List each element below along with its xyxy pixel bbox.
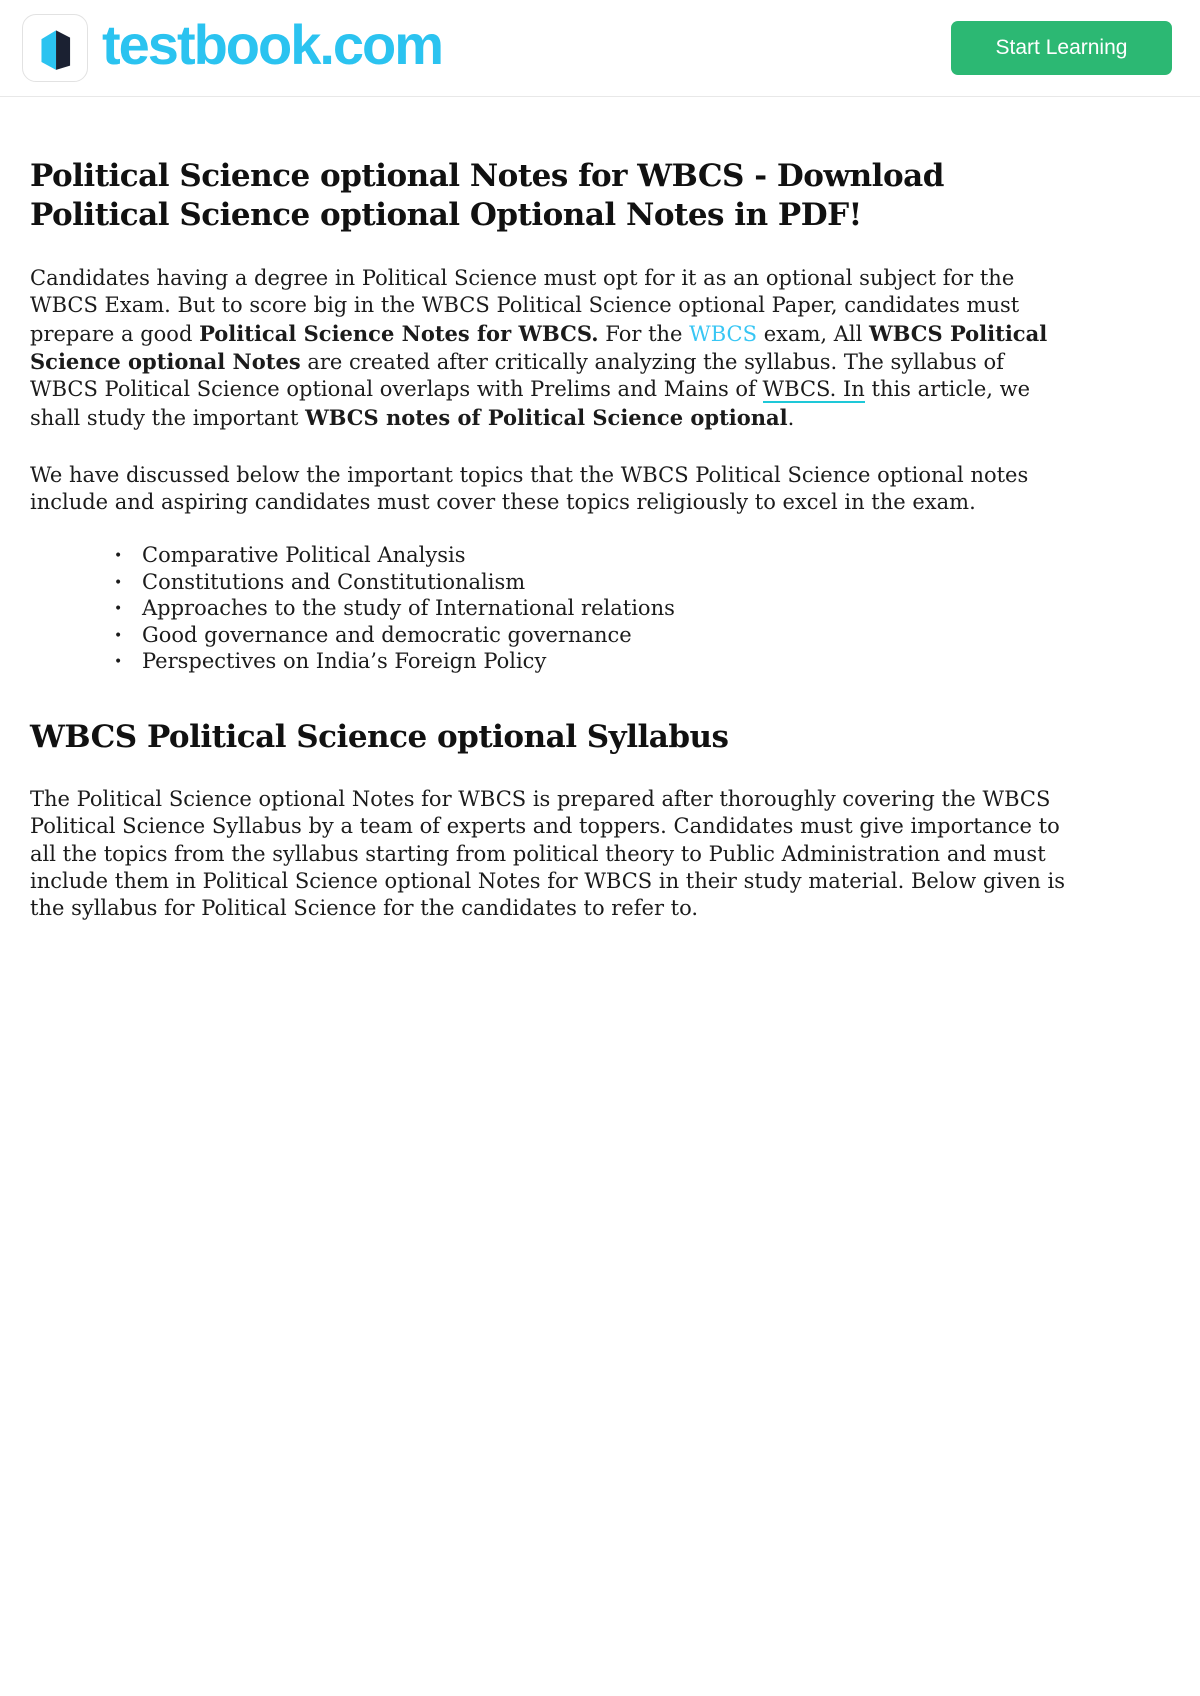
- topic-item: • Approaches to the study of International relations: [142, 595, 1075, 621]
- text-segment: Political Science Notes for WBCS.: [199, 320, 599, 346]
- wbcs-link[interactable]: WBCS: [689, 321, 758, 346]
- page-title: Political Science optional Notes for WBCS - Download Political Science optional Optional Notes in PDF!: [30, 158, 944, 234]
- intro-paragraph: [30, 265, 1075, 432]
- text-segment: exam, All: [757, 321, 870, 346]
- topic-item: • Perspectives on India’s Foreign Policy: [142, 648, 1075, 674]
- text-segment: Candidates having a degree in Political Science must opt for it as an optional subject for the WBCS Exam. But to score big in the WBCS Political Science optional Paper, candidates must prepare a good: [30, 266, 1020, 346]
- testbook-logo[interactable]: [22, 14, 442, 82]
- syllabus-paragraph: The Political Science optional Notes for WBCS is prepared after thoroughly covering the WBCS Political Science Syllabus by a team of experts and toppers. Candidates must give importance to all the topics from the syllabus starting from political theory to Public Administration and must include them in Political Science optional Notes for WBCS in their study material. Below given is the syllabus for Political Science for the candidates to refer to.: [30, 786, 1065, 921]
- text-segment: For the: [598, 321, 690, 346]
- logo-wordmark: testbook.com: [102, 13, 443, 76]
- site-header: [0, 0, 1200, 97]
- topics-lead-paragraph: We have discussed below the important topics that the WBCS Political Science optional notes include and aspiring candidates must cover these topics religiously to excel in the exam.: [30, 462, 1029, 515]
- start-learning-button[interactable]: Start Learning: [951, 21, 1172, 75]
- topics-list: [30, 542, 1075, 674]
- topic-item: • Comparative Political Analysis: [142, 542, 1075, 568]
- syllabus-section-heading: WBCS Political Science optional Syllabus: [30, 718, 729, 755]
- text-segment: .: [787, 405, 795, 430]
- topic-item: • Constitutions and Constitutionalism: [142, 569, 1075, 595]
- article-content: [0, 157, 1105, 922]
- topic-item: • Good governance and democratic governance: [142, 622, 1075, 648]
- text-segment: are created after critically analyzing the syllabus. The syllabus of WBCS Political Science optional overlaps with Prelims and Mains of: [30, 349, 1004, 402]
- testbook-book-icon: [22, 14, 88, 82]
- text-segment: this article, we shall study the important: [30, 377, 1031, 430]
- text-segment: WBCS notes of Political Science optional: [305, 404, 788, 430]
- text-segment: WBCS. In: [762, 377, 865, 402]
- text-segment: WBCS Political Science optional Notes: [30, 320, 1048, 374]
